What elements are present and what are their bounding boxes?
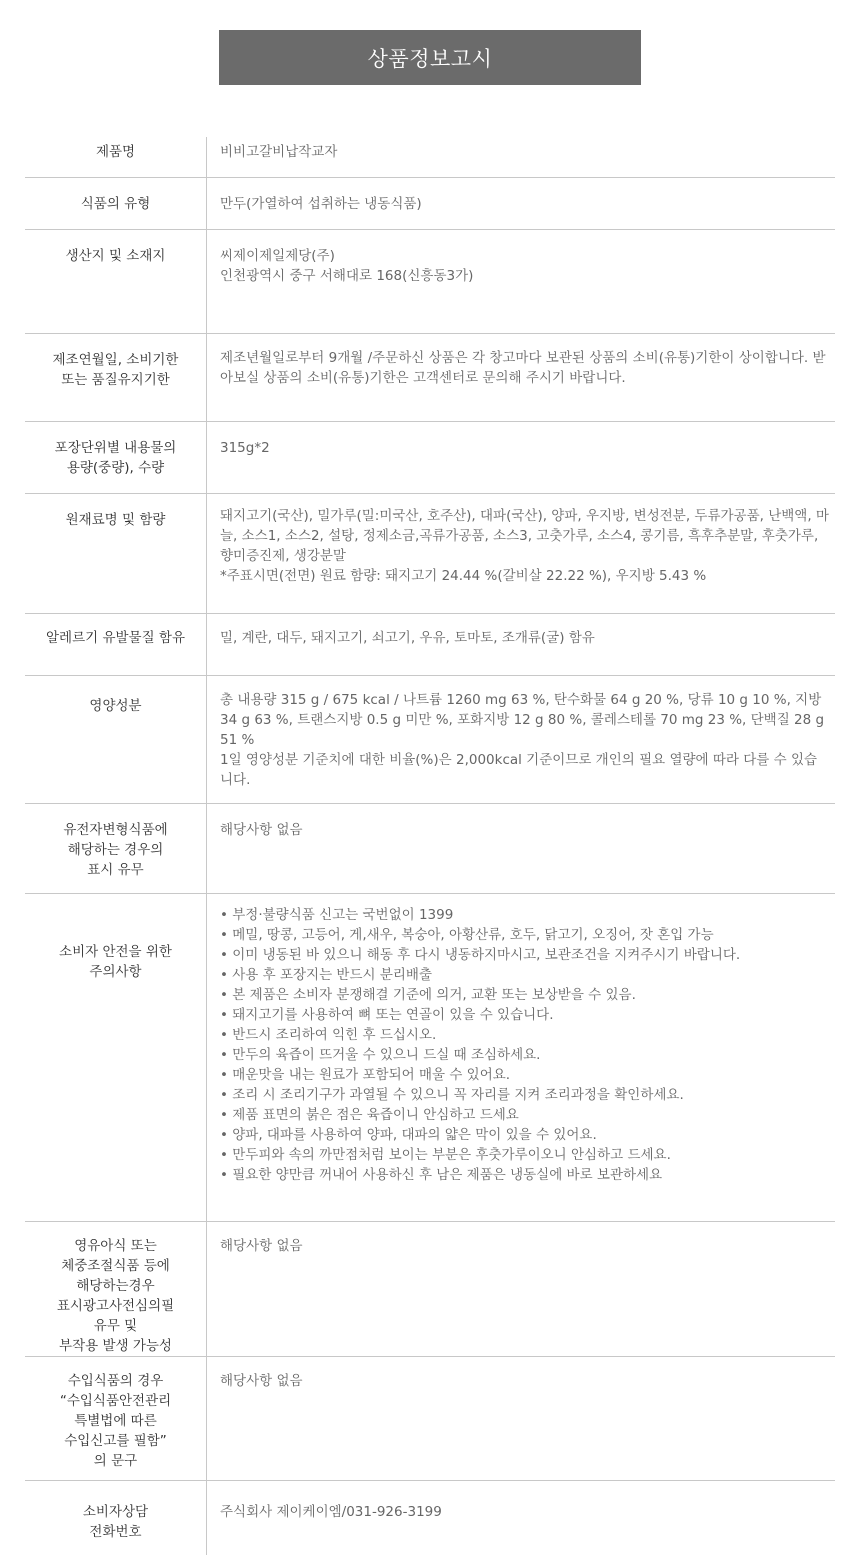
info-row [25, 137, 835, 177]
info-value [207, 229, 836, 333]
info-value [207, 493, 836, 613]
info-label [25, 1221, 207, 1356]
info-label [25, 333, 207, 421]
label-line: 해당하는경우 [76, 1277, 155, 1294]
label-line: 수입신고를 필함” [64, 1432, 167, 1449]
caution-item: • 양파, 대파를 사용하여 양파, 대파의 얇은 막이 있을 수 있어요. [220, 1125, 829, 1145]
label-line: 포장단위별 내용물의 [54, 439, 177, 456]
info-row [25, 333, 835, 421]
value-line: 만두(가열하여 섭취하는 냉동식품) [220, 195, 422, 212]
caution-item: • 메밀, 땅콩, 고등어, 게,새우, 복숭아, 아황산류, 호두, 닭고기, 오징어, 잣 혼입 가능 [220, 925, 829, 945]
label-line: 제조연월일, 소비기한 [52, 351, 179, 368]
label-line: 전화번호 [89, 1523, 142, 1540]
caution-list [220, 905, 829, 1185]
value-line: 제조년월일로부터 9개월 /주문하신 상품은 각 창고마다 보관된 상품의 소비(유통)기한이 상이합니다. 받아보실 상품의 소비(유통)기한은 고객센터로 문의해 주시기 바랍니다. [220, 349, 826, 386]
info-row [25, 1480, 835, 1555]
info-value [207, 803, 836, 893]
caution-item: • 만두의 육즙이 뜨거울 수 있으니 드실 때 조심하세요. [220, 1045, 829, 1065]
product-info-table [25, 137, 835, 1555]
info-label [25, 229, 207, 333]
label-line: 체중조절식품 등에 [61, 1257, 170, 1274]
label-line: 원재료명 및 함량 [65, 511, 166, 528]
info-label [25, 1356, 207, 1480]
label-line: 유전자변형식품에 [63, 821, 168, 838]
value-line: 돼지고기(국산), 밀가루(밀:미국산, 호주산), 대파(국산), 양파, 우지방, 변성전분, 두류가공품, 난백액, 마늘, 소스1, 소스2, 설탕, 정제소금,곡류가공품, 소스3, 고춧가루, 소스4, 콩기름, 흑후추분말, 후춧가루, 향미증진제, 생강분말 [220, 507, 829, 564]
info-row [25, 675, 835, 803]
caution-item: • 만두피와 속의 까만점처럼 보이는 부분은 후춧가루이오니 안심하고 드세요. [220, 1145, 829, 1165]
caution-item: • 사용 후 포장지는 반드시 분리배출 [220, 965, 829, 985]
label-line: 부작용 발생 가능성 [59, 1337, 172, 1354]
info-row [25, 803, 835, 893]
value-line: 비비고갈비납작교자 [220, 144, 338, 160]
info-value [207, 177, 836, 229]
label-line: 용량(중량), 수량 [66, 459, 165, 476]
info-value [207, 675, 836, 803]
info-label [25, 421, 207, 493]
value-line: 해당사항 없음 [220, 821, 303, 838]
info-label [25, 177, 207, 229]
label-line: 소비자상담 [82, 1503, 149, 1520]
info-row [25, 421, 835, 493]
label-line: 식품의 유형 [80, 195, 151, 212]
label-line: 해당하는 경우의 [67, 841, 164, 858]
info-row [25, 177, 835, 229]
caution-item: • 제품 표면의 붉은 점은 육즙이니 안심하고 드세요 [220, 1105, 829, 1125]
value-line: *주표시면(전면) 원료 함량: 돼지고기 24.44 %(갈비살 22.22 %), 우지방 5.43 % [220, 567, 707, 584]
caution-item: • 반드시 조리하여 익힌 후 드십시오. [220, 1025, 829, 1045]
value-line: 씨제이제일제당(주) [220, 247, 335, 264]
label-line: 유무 및 [93, 1317, 138, 1334]
value-line: 밀, 계란, 대두, 돼지고기, 쇠고기, 우유, 토마토, 조개류(굴) 함유 [220, 629, 595, 646]
info-label [25, 803, 207, 893]
caution-item: • 필요한 양만큼 꺼내어 사용하신 후 남은 제품은 냉동실에 바로 보관하세요 [220, 1165, 829, 1185]
info-row [25, 1221, 835, 1356]
value-line: 315g*2 [220, 439, 270, 456]
page-title-banner [219, 30, 641, 85]
info-value [207, 421, 836, 493]
info-row [25, 893, 835, 1221]
info-value [207, 613, 836, 675]
value-line: 주식회사 제이케이엠/031-926-3199 [220, 1503, 442, 1520]
label-line: 표시 유무 [87, 861, 144, 878]
info-label [25, 1480, 207, 1555]
info-value [207, 893, 836, 1221]
value-line: 인천광역시 중구 서해대로 168(신흥동3가) [220, 267, 474, 284]
info-row [25, 1356, 835, 1480]
label-line: 영양성분 [89, 697, 142, 714]
info-row [25, 229, 835, 333]
label-line: 특별법에 따른 [74, 1412, 157, 1429]
label-line: 영유아식 또는 [74, 1237, 157, 1254]
page-title: 상품정보고시 [367, 46, 493, 71]
label-line: 또는 품질유지기한 [61, 371, 170, 388]
info-label [25, 613, 207, 675]
label-line: 의 문구 [93, 1452, 138, 1469]
info-row [25, 493, 835, 613]
info-label [25, 493, 207, 613]
value-line: 총 내용량 315 g / 675 kcal / 나트륨 1260 mg 63 %, 탄수화물 64 g 20 %, 당류 10 g 10 %, 지방 34 g 63 %, 트랜스지방 0.5 g 미만 %, 포화지방 12 g 80 %, 콜레스테롤 70 mg 23 %, 단백질 28 g 51 % [220, 691, 825, 748]
caution-item: • 부정·불량식품 신고는 국번없이 1399 [220, 905, 829, 925]
info-label [25, 137, 207, 177]
info-label [25, 893, 207, 1221]
label-line: “수입식품안전관리 [59, 1392, 172, 1409]
label-line: 제품명 [95, 144, 136, 160]
caution-item: • 조리 시 조리기구가 과열될 수 있으니 꼭 자리를 지켜 조리과정을 확인하세요. [220, 1085, 829, 1105]
caution-item: • 이미 냉동된 바 있으니 해동 후 다시 냉동하지마시고, 보관조건을 지켜주시기 바랍니다. [220, 945, 829, 965]
info-value [207, 1221, 836, 1356]
caution-item: • 본 제품은 소비자 분쟁해결 기준에 의거, 교환 또는 보상받을 수 있음. [220, 985, 829, 1005]
label-line: 생산지 및 소재지 [65, 247, 166, 264]
info-label [25, 675, 207, 803]
label-line: 소비자 안전을 위한 [59, 943, 172, 960]
info-value [207, 333, 836, 421]
value-line: 1일 영양성분 기준치에 대한 비율(%)은 2,000kcal 기준이므로 개인의 필요 열량에 따라 다를 수 있습니다. [220, 751, 818, 788]
info-value [207, 1480, 836, 1555]
label-line: 표시광고사전심의필 [56, 1297, 175, 1314]
value-line: 해당사항 없음 [220, 1237, 303, 1254]
label-line: 알레르기 유발물질 함유 [46, 629, 185, 646]
caution-item: • 매운맛을 내는 원료가 포함되어 매울 수 있어요. [220, 1065, 829, 1085]
label-line: 주의사항 [89, 963, 142, 980]
info-value [207, 137, 836, 177]
caution-item: • 돼지고기를 사용하여 뼈 또는 연골이 있을 수 있습니다. [220, 1005, 829, 1025]
info-value [207, 1356, 836, 1480]
info-row [25, 613, 835, 675]
label-line: 수입식품의 경우 [67, 1372, 164, 1389]
value-line: 해당사항 없음 [220, 1372, 303, 1389]
